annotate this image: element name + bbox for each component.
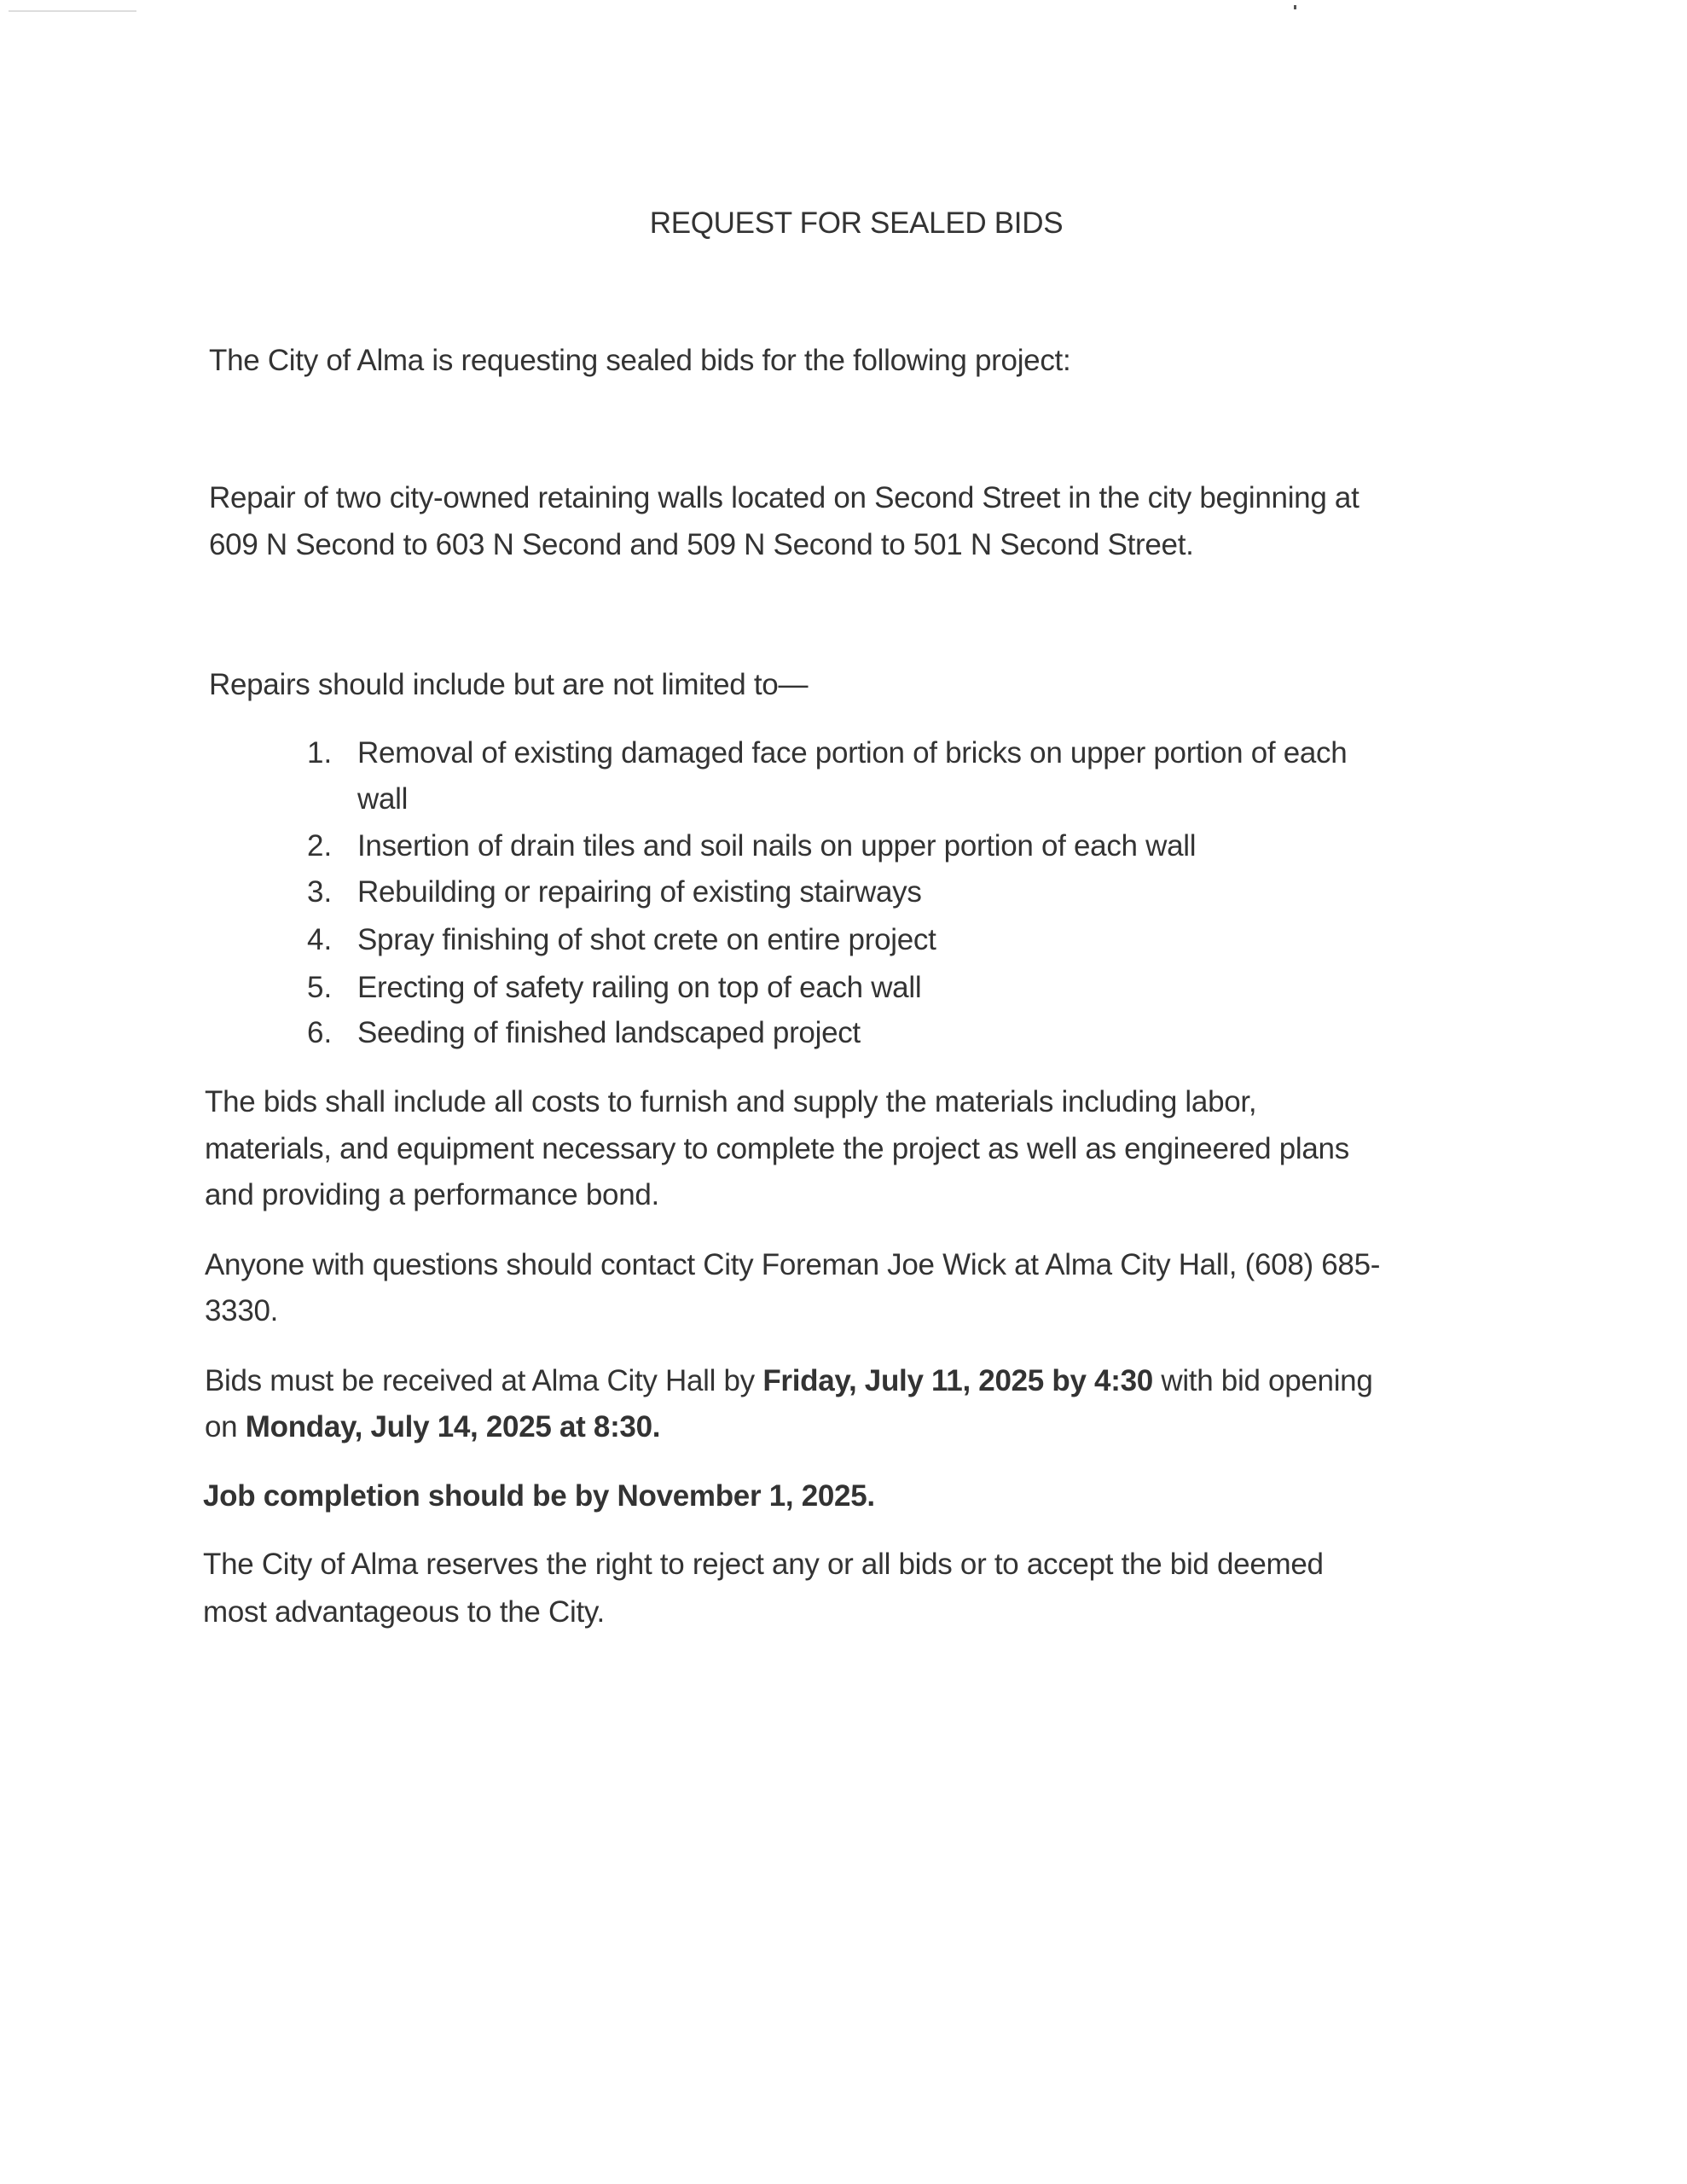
list-item-number: 4. xyxy=(307,923,333,956)
document-title: REQUEST FOR SEALED BIDS xyxy=(649,206,1064,240)
list-item-text: Erecting of safety railing on top of each wall xyxy=(357,971,922,1004)
project-description-line-2: 609 N Second to 603 N Second and 509 N Second to 501 N Second Street. xyxy=(209,528,1194,561)
list-item-text-continued: wall xyxy=(357,782,409,816)
deadline-paragraph-line-2 xyxy=(205,1409,660,1446)
list-item-text: Removal of existing damaged face portion of bricks on upper portion of each xyxy=(357,736,1348,770)
scan-artifact-mark xyxy=(9,10,136,12)
list-item-number: 1. xyxy=(307,736,333,770)
costs-paragraph-line-1: The bids shall include all costs to furnish and supply the materials including labor, xyxy=(205,1085,1257,1118)
completion-statement: Job completion should be by November 1, 2025. xyxy=(203,1479,875,1513)
opening-date-bold: Monday, July 14, 2025 at 8:30. xyxy=(245,1410,661,1443)
deadline-paragraph-line-1 xyxy=(205,1362,1373,1400)
list-item-text: Seeding of finished landscaped project xyxy=(357,1016,861,1049)
reservation-paragraph-line-2: most advantageous to the City. xyxy=(203,1595,605,1629)
list-item-number: 5. xyxy=(307,971,333,1004)
project-description-line-1: Repair of two city-owned retaining walls located on Second Street in the city beginning at xyxy=(209,481,1359,514)
reservation-paragraph-line-1: The City of Alma reserves the right to reject any or all bids or to accept the bid deemed xyxy=(203,1548,1324,1581)
list-item-number: 3. xyxy=(307,875,333,909)
list-item-number: 6. xyxy=(307,1016,333,1049)
list-item-number: 2. xyxy=(307,829,333,863)
deadline-date-bold: Friday, July 11, 2025 by 4:30 xyxy=(762,1364,1153,1397)
scan-artifact-dot xyxy=(1294,5,1296,9)
contact-paragraph-line-2: 3330. xyxy=(205,1294,279,1327)
repairs-intro: Repairs should include but are not limited to— xyxy=(209,668,809,701)
deadline-text: Bids must be received at Alma City Hall by xyxy=(205,1364,763,1397)
list-item-text: Insertion of drain tiles and soil nails on upper portion of each wall xyxy=(357,829,1197,863)
costs-paragraph-line-2: materials, and equipment necessary to complete the project as well as engineered plans xyxy=(205,1132,1349,1165)
costs-paragraph-line-3: and providing a performance bond. xyxy=(205,1178,659,1211)
opening-text: on xyxy=(205,1410,246,1443)
list-item-text: Rebuilding or repairing of existing stairways xyxy=(357,875,922,909)
list-item-text: Spray finishing of shot crete on entire project xyxy=(357,923,936,956)
deadline-text-suffix: with bid opening xyxy=(1152,1364,1373,1397)
intro-paragraph: The City of Alma is requesting sealed bids for the following project: xyxy=(209,344,1071,377)
contact-paragraph-line-1: Anyone with questions should contact City Foreman Joe Wick at Alma City Hall, (608) 685- xyxy=(205,1248,1381,1281)
